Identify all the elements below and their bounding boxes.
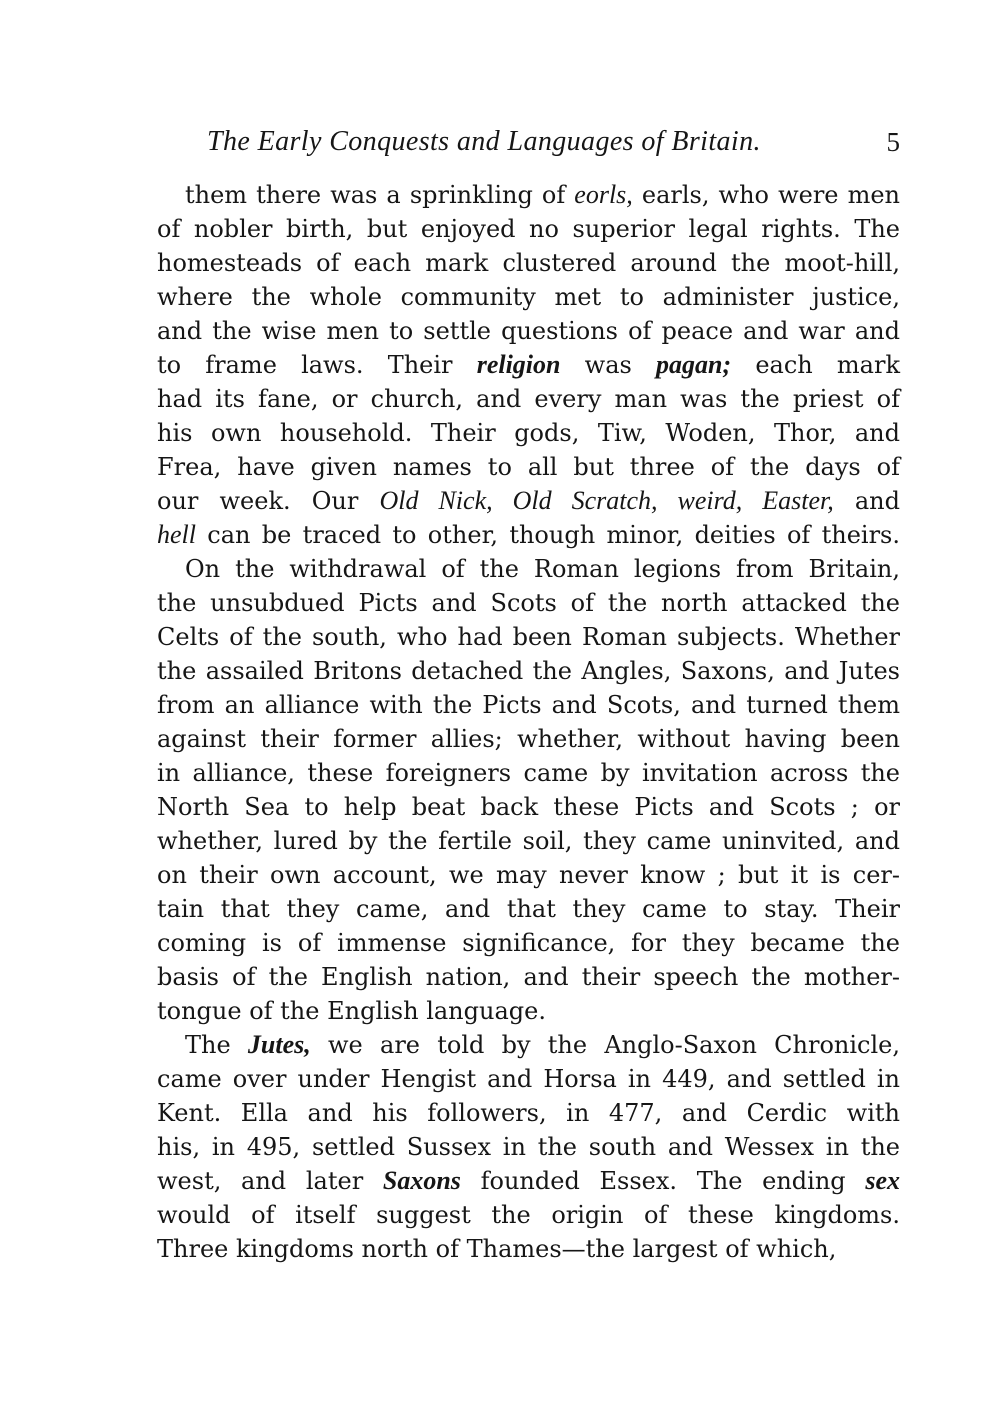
text-line: North Sea to help beat back these Picts and Scots ; or	[157, 793, 900, 821]
bold-italic-term: religion	[476, 350, 561, 379]
text-line: coming is of immense significance, for they became the	[157, 929, 900, 957]
text-line: in alliance, these foreigners came by invitation across the	[157, 759, 900, 787]
italic-term: Old Nick, Old Scratch, weird, Easter,	[379, 486, 834, 515]
bold-italic-term: Jutes,	[247, 1030, 311, 1059]
text-line: of nobler birth, but enjoyed no superior legal rights. The	[157, 215, 900, 243]
text-line: Three kingdoms north of Thames—the largest of which,	[157, 1235, 837, 1263]
text-line: came over under Hengist and Horsa in 449, and settled in	[157, 1065, 900, 1093]
text-line: from an alliance with the Picts and Scots, and turned them	[157, 691, 900, 719]
italic-term: hell	[157, 520, 196, 549]
running-title: The Early Conquests and Languages of Britain.	[207, 126, 761, 157]
text-line: to frame laws. Their religion was pagan; each mark	[157, 350, 900, 379]
text-line: and the wise men to settle questions of peace and war and	[157, 317, 900, 345]
text-line: Kent. Ella and his followers, in 477, and Cerdic with	[157, 1099, 900, 1127]
text-line: hell can be traced to other, though minor, deities of theirs.	[157, 520, 900, 549]
text-line: tongue of the English language.	[157, 997, 546, 1025]
page-number: 5	[886, 127, 900, 157]
text-line: The Jutes, we are told by the Anglo-Saxon Chronicle,	[185, 1030, 900, 1059]
text-line: against their former allies; whether, without having been	[157, 725, 900, 753]
running-head	[157, 124, 900, 160]
text-line: had its fane, or church, and every man was the priest of	[157, 385, 900, 413]
text-line: Frea, have given names to all but three of the days of	[157, 453, 900, 481]
text-line: our week. Our Old Nick, Old Scratch, weird, Easter, and	[157, 486, 900, 515]
text-line: Celts of the south, who had been Roman subjects. Whether	[157, 623, 900, 651]
bold-italic-term: pagan;	[656, 350, 732, 379]
text-line: whether, lured by the fertile soil, they came uninvited, and	[157, 827, 900, 855]
italic-term: eorls,	[574, 180, 633, 209]
text-line: the unsubdued Picts and Scots of the north attacked the	[157, 589, 900, 617]
text-line: would of itself suggest the origin of these kingdoms.	[157, 1201, 900, 1229]
text-line: On the withdrawal of the Roman legions from Britain,	[185, 555, 900, 583]
text-line: homesteads of each mark clustered around the moot-hill,	[157, 249, 900, 277]
text-line: where the whole community met to administer justice,	[157, 283, 900, 311]
text-line: on their own account, we may never know ; but it is cer-	[157, 861, 900, 889]
text-line: his own household. Their gods, Tiw, Woden, Thor, and	[157, 419, 900, 447]
text-line: tain that they came, and that they came to stay. Their	[157, 895, 900, 923]
text-line: the assailed Britons detached the Angles, Saxons, and Jutes	[157, 657, 900, 685]
text-line: them there was a sprinkling of eorls, earls, who were men	[185, 180, 900, 209]
bold-italic-term: sex	[865, 1166, 901, 1195]
body-text	[157, 178, 900, 1266]
text-line: west, and later Saxons founded Essex. The ending sex	[157, 1166, 901, 1195]
text-line: his, in 495, settled Sussex in the south and Wessex in the	[157, 1133, 900, 1161]
text-line: basis of the English nation, and their speech the mother-	[157, 963, 900, 991]
bold-italic-term: Saxons	[382, 1166, 461, 1195]
